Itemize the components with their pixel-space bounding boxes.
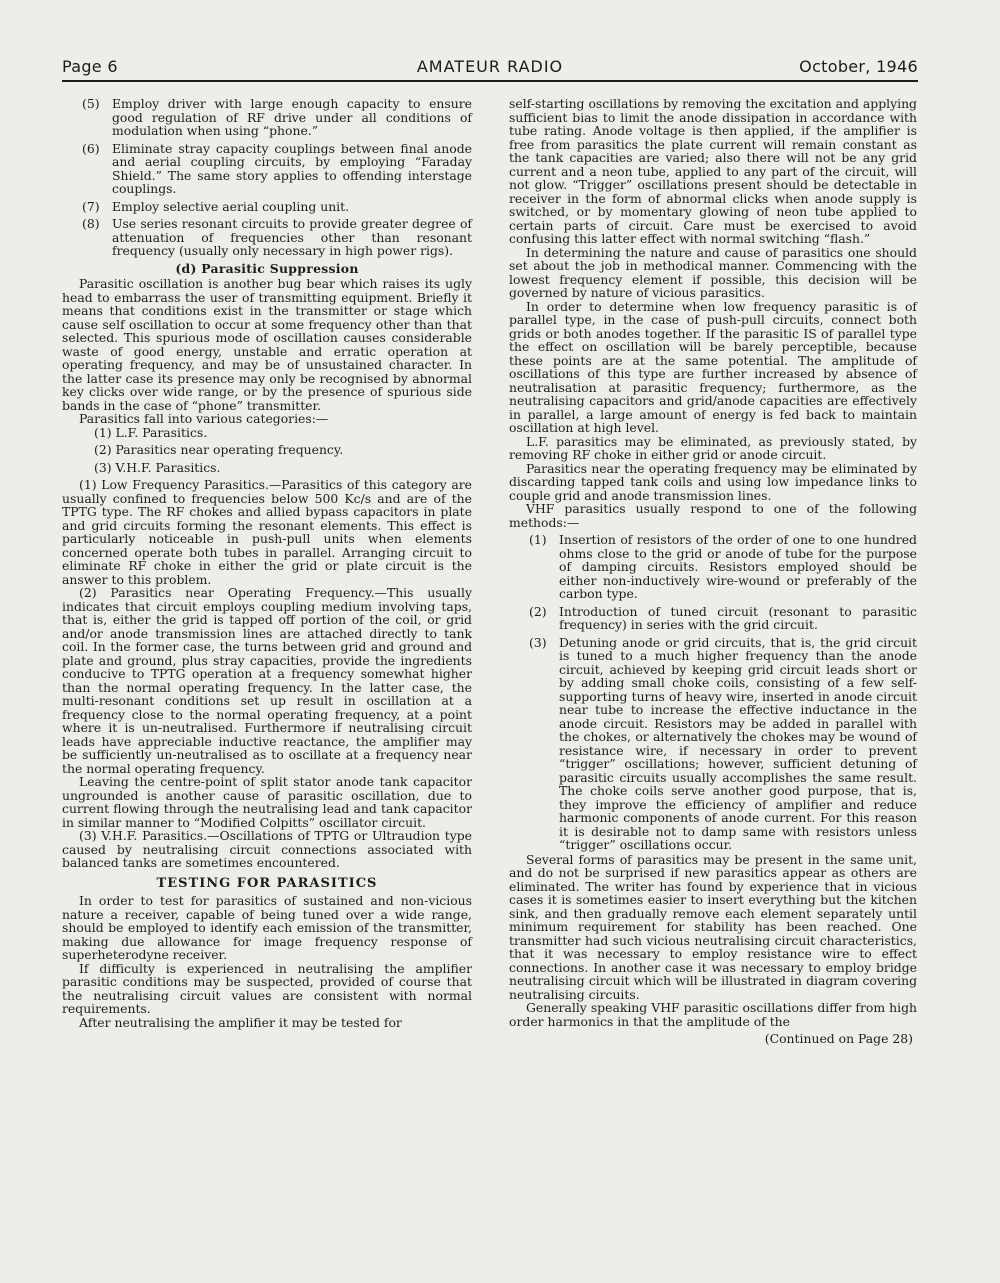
list-item — [62, 200, 472, 214]
list-item — [62, 217, 472, 258]
right-column — [509, 97, 917, 1046]
paragraph: In determining the nature and cause of parasitics one should set about the job in methodical manner. Commencing with the lowest frequency element if possible, this decision will be governed by nature of vicious parasitics. — [509, 244, 917, 300]
list-item-text: Detuning anode or grid circuits, that is, the grid circuit is tuned to a much higher frequency than the anode circuit, achieved by keeping grid circuit leads short or by adding small choke coils, consisting of a few self-supporting turns of heavy wire, inserted in anode circuit near tube to increase the effective inductance in the anode circuit. Resistors may be added in parallel with the chokes, or alternatively the chokes may be wound of resistance wire, if necessary in order to prevent “trigger” oscillations; however, sufficient detuning of parasitic circuits usually accomplishes the same result. The choke coils serve another good purpose, that is, they improve the efficiency of amplifier and reduce harmonic components of anode current. For this reason it is desirable not to damp same with resistors unless “trigger” oscillations occur. — [559, 634, 917, 852]
list-item-text: Introduction of tuned circuit (resonant to parasitic frequency) in series with the grid circuit. — [559, 603, 917, 632]
paragraph: Parasitic oscillation is another bug bear which raises its ugly head to embarrass the user of transmitting equipment. Briefly it means that conditions exist in the transmitter or stage which cause self oscillation to occur at some frequency other than that selected. This spurious mode of oscillation causes considerable waste of good energy, unstable and erratic operation at operating frequency, and may be of unsustained character. In the latter case its presence may only be recognised by abnormal key clicks over wide range, or by the presence of spurious side bands in the case of “phone” transmitter. — [62, 276, 472, 413]
magazine-title: AMATEUR RADIO — [416, 57, 564, 76]
list-item-number: (3) — [529, 634, 547, 650]
category-item: (2) Parasitics near operating frequency. — [94, 442, 344, 457]
list-item-number: (6) — [82, 140, 100, 156]
list-item-text: Insertion of resistors of the order of one to one hundred ohms close to the grid or anode of tube for the purpose of damping circuits. Resistors employed should be either non-inductively wire-wound or preferably of the carbon type. — [559, 532, 917, 601]
list-item — [509, 605, 917, 632]
list-item-number: (2) — [529, 603, 547, 619]
list-item — [62, 97, 472, 138]
paragraph: (3) V.H.F. Parasitics.—Oscillations of TPTG or Ultraudion type caused by neutralising circuit connections associated with balanced tanks are sometimes encountered. — [62, 828, 472, 870]
paragraph: self-starting oscillations by removing the excitation and applying sufficient bias to limit the anode dissipation in accordance with tube rating. Anode voltage is then applied, if the amplifier is free from parasitics the plate current will remain constant as the tank capacities are varied; also there will not be any grid current and a neon tube, applied to any part of the circuit, will not glow. “Trigger” oscillations present should be detectable in receiver in the form of abnormal clicks when anode supply is switched, or by momentary glowing of neon tube applied to certain parts of circuit. Care must be exercised to avoid confusing this latter effect with normal switching “flash.” — [509, 96, 917, 246]
list-item — [509, 533, 917, 601]
section-heading: TESTING FOR PARASITICS — [156, 875, 378, 891]
paragraph: Several forms of parasitics may be present in the same unit, and do not be surprised if new parasitics appear as others are eliminated. The writer has found by experience that in vicious cases it is sometimes easier to insert everything but the kitchen sink, and then gradually remove each element separately until minimum requirement for stability has been reached. One transmitter had such vicious neutralising circuit characteristics, that it was necessary to employ resistance wire to effect connections. In another case it was necessary to employ bridge neutralising circuit which will be illustrated in diagram covering neutralising circuits. — [509, 851, 917, 1002]
category-item: (3) V.H.F. Parasitics. — [94, 459, 221, 475]
paragraph: In order to determine when low frequency parasitic is of parallel type, in the case of push-pull circuits, connect both grids or both anodes together. If the parasitic IS of parallel type the effect on oscillation will be barely perceptible, because these points are at the same potential. The amplitude of oscillations of this type are further increased by absence of neutralisation at parasitic frequency; furthermore, as the neutralising capacitors and grid/anode capacities are effectively in parallel, a large amount of energy is fed back to maintain oscillation at high level. — [509, 298, 917, 435]
list-item-text: Eliminate stray capacity couplings between final anode and aerial coupling circuits, by employing “Faraday Shield.” The same story applies to offending interstage couplings. — [112, 140, 472, 196]
list-item-text: Employ selective aerial coupling unit. — [112, 198, 350, 214]
list-item-text: Use series resonant circuits to provide greater degree of attenuation of frequencies other than resonant frequency (usually only necessary in high power rigs). — [112, 216, 472, 258]
paragraph: Parasitics fall into various categories:— — [79, 411, 329, 426]
paragraph: (2) Parasitics near Operating Frequency.—This usually indicates that circuit employs coupling medium involving taps, that is, either the grid is tapped off portion of the coil, or grid and/or anode transmission lines are attached directly to tank coil. In the former case, the turns between grid and ground and plate and ground, plus stray capacities, provide the ingredients conducive to TPTG operation at a frequency somewhat higher than the normal operating frequency. In the latter case, the multi-resonant conditions set up result in oscillation at a frequency close to the normal operating frequency, at a point where it is un-neutralised. Furthermore if neutralising circuit leads have appreciable inductive reactance, the amplifier may be sufficiently un-neutralised as to oscillate at a frequency near the normal operating frequency. — [62, 585, 472, 776]
paragraph: Leaving the centre-point of split stator anode tank capacitor ungrounded is another cause of parasitic oscillation, due to current flowing through the neutralising lead and tank capacitor in similar manner to “Modified Colpitts” oscillator circuit. — [62, 774, 472, 830]
list-item-number: (5) — [82, 96, 100, 111]
paragraph: Parasitics near the operating frequency may be eliminated by discarding tapped tank coils and using low impedance links to couple grid and anode transmission lines. — [509, 460, 917, 503]
page-number: Page 6 — [62, 57, 118, 76]
category-item: (1) L.F. Parasitics. — [94, 424, 208, 440]
paragraph: After neutralising the amplifier it may be tested for — [79, 1014, 402, 1030]
list-item-text: Employ driver with large enough capacity to ensure good regulation of RF drive under all conditions of modulation when using “phone.” — [112, 96, 472, 138]
continued-note: (Continued on Page 28) — [764, 1031, 913, 1046]
section-heading: (d) Parasitic Suppression — [175, 260, 359, 276]
list-item-number: (7) — [82, 198, 100, 214]
list-item — [509, 636, 917, 852]
paragraph: If difficulty is experienced in neutralising the amplifier parasitic conditions may be suspected, provided of course that the neutralising circuit values are consistent with normal requirements. — [62, 960, 472, 1016]
list-item-number: (1) — [529, 532, 547, 547]
list-item-number: (8) — [82, 216, 100, 231]
paragraph: (1) Low Frequency Parasitics.—Parasitics of this category are usually confined to frequencies below 500 Kc/s and are of the TPTG type. The RF chokes and allied bypass capacitors in plate and grid circuits forming the resonant elements. This effect is particularly noticeable in push-pull units when elements concerned operate both tubes in parallel. Arranging circuit to eliminate RF choke in either the grid or plate circuit is the answer to this problem. — [62, 477, 472, 587]
page-header — [62, 54, 918, 82]
paragraph: Generally speaking VHF parasitic oscillations differ from high order harmonics in that the amplitude of the — [509, 1000, 917, 1029]
list-item — [62, 142, 472, 196]
paragraph: L.F. parasitics may be eliminated, as previously stated, by removing RF choke in either grid or anode circuit. — [509, 433, 917, 462]
paragraph: VHF parasitics usually respond to one of the following methods:— — [509, 501, 917, 530]
left-column — [62, 97, 472, 1029]
paragraph: In order to test for parasitics of sustained and non-vicious nature a receiver, capable of being tuned over a wide range, should be employed to identify each emission of the transmitter, making due allowance for image frequency response of superheterodyne receiver. — [62, 893, 472, 962]
issue-date: October, 1946 — [799, 57, 918, 76]
